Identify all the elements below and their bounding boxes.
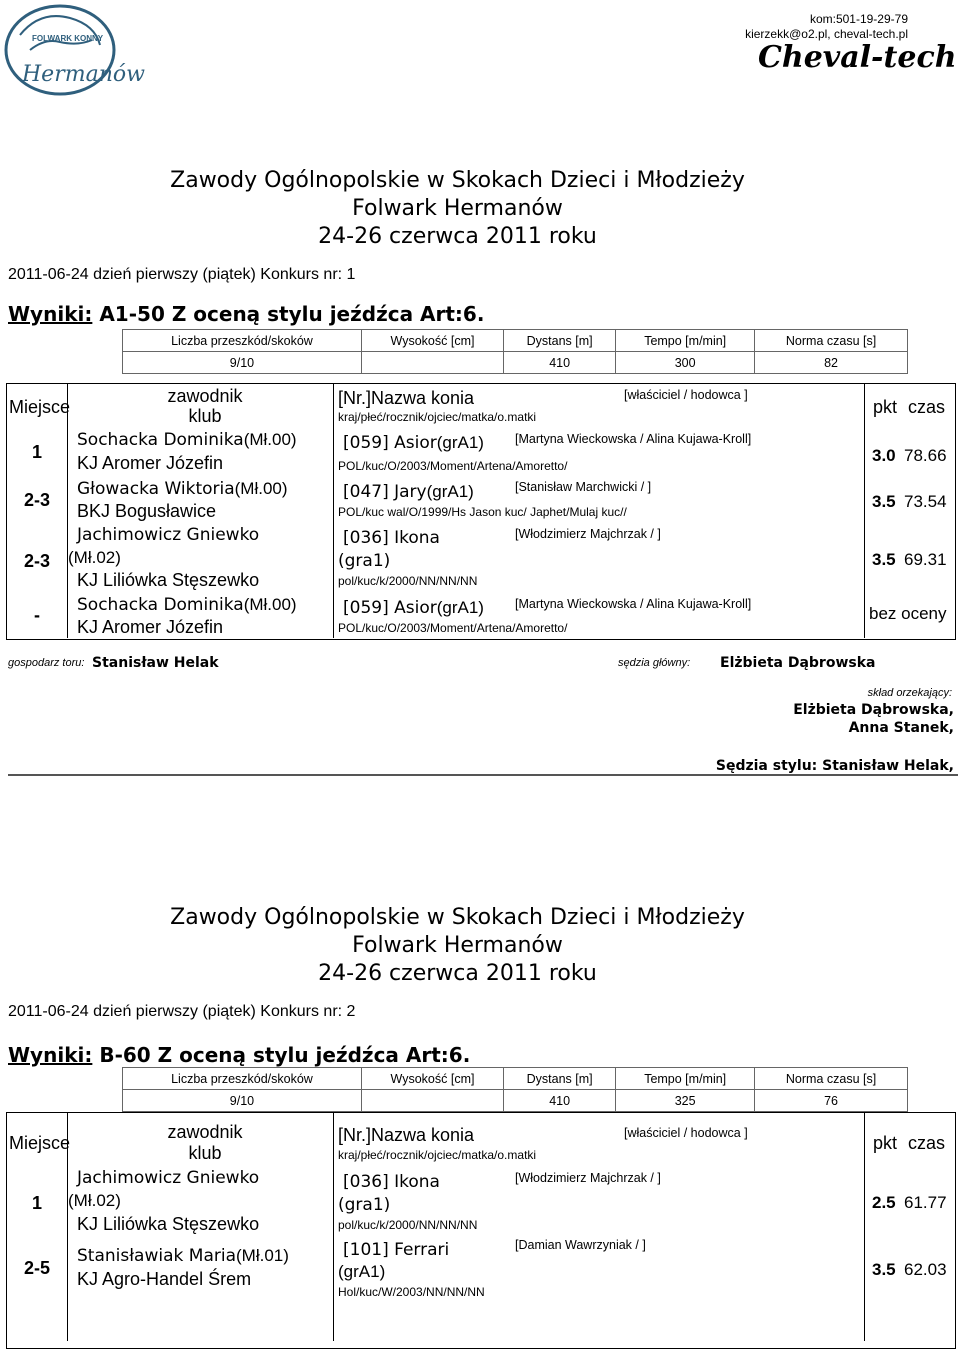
col-club: klub [188,406,222,426]
cheval-tech-logo: Cheval-tech [758,40,957,75]
style-judge: Sędzia stylu: Stanisław Helak, [715,758,954,774]
param-value: 76 [755,1090,908,1112]
row-horse-info: POL/kuc wal/O/1999/Hs Jason kuc/ Japhet/Mulaj kuc// [338,505,627,519]
col-club: klub [188,1143,222,1163]
logo-text-folwark: FOLWARK KONNY [32,34,104,43]
day-competition-line: 2011-06-24 dzień pierwszy (piątek) Konkurs nr: 1 [8,266,356,283]
competition-params-table [122,1067,908,1112]
logo-text-hermanow: Hermanów [22,62,145,87]
row-horse-info: pol/kuc/k/2000/NN/NN/NN [338,574,478,588]
row-club: KJ Liliówka Stęszewko [77,1214,260,1234]
col-owner: [właściciel / hodowca ] [624,1126,748,1140]
event-dates: 24-26 czerwca 2011 roku [318,224,597,249]
event-dates: 24-26 czerwca 2011 roku [318,961,597,986]
row-place: - [34,605,40,625]
results-heading [8,1043,470,1067]
col-czas: czas [908,1133,946,1153]
contact-email: kierzekk@o2.pl, cheval-tech.pl [745,27,908,41]
row-pkt: 2.5 [872,1193,896,1212]
horse-category: (grA1) [426,482,474,501]
event-title: Zawody Ogólnopolskie w Skokach Dzieci i Młodzieży [170,168,745,193]
horse-name: Ikona [394,1172,440,1192]
param-value: 410 [504,352,616,374]
row-horse [343,1172,440,1192]
results-label: Wyniki: [8,1043,93,1067]
row-horse [343,1240,449,1260]
results-title: A1-50 Z oceną stylu jeźdźca Art:6. [99,302,485,326]
row-horse-info: Hol/kuc/W/2003/NN/NN/NN [338,1285,485,1299]
col-place: Miejsce [9,397,71,417]
event-venue: Folwark Hermanów [352,933,563,958]
param-value: 9/10 [123,1090,362,1112]
param-value: 410 [504,1090,616,1112]
row-czas: bez oceny [869,604,947,623]
param-value: 82 [755,352,908,374]
param-header: Tempo [m/min] [616,330,755,352]
row-pkt: 3.5 [872,1260,896,1279]
row-owner: [Martyna Wieckowska / Alina Kujawa-Kroll] [515,597,752,611]
rider-category: (Mł.02) [68,1191,121,1210]
row-horse-info: POL/kuc/O/2003/Moment/Artena/Amoretto/ [338,459,568,473]
row-rider [77,1246,289,1266]
row-place: 2-5 [23,1258,50,1278]
row-place: 2-3 [23,490,50,510]
rider-name: Jachimowicz Gniewko [77,1168,260,1188]
rider-name: Sochacka Dominika [77,430,244,450]
param-header: Wysokość [cm] [361,1068,503,1090]
param-header: Norma czasu [s] [755,1068,908,1090]
horse-number: [059] [343,598,389,618]
param-header: Dystans [m] [504,1068,616,1090]
chief-judge-label: sędzia główny: [618,657,691,669]
param-header: Wysokość [cm] [361,330,503,352]
event-title: Zawody Ogólnopolskie w Skokach Dzieci i Młodzieży [170,905,745,930]
col-place: Miejsce [9,1133,71,1153]
horse-name: Ferrari [394,1240,450,1260]
row-pkt: 3.5 [872,492,896,511]
col-horse-sub: kraj/płeć/rocznik/ojciec/matka/o.matki [338,1148,537,1162]
row-czas: 61.77 [904,1193,947,1212]
horse-category: (grA1) [436,433,484,452]
contact-phone: kom:501-19-29-79 [809,12,908,26]
row-horse-info: POL/kuc/O/2003/Moment/Artena/Amoretto/ [338,621,568,635]
row-place: 2-3 [23,551,50,571]
folwark-hermanow-logo [0,0,145,100]
row-czas: 73.54 [904,492,947,511]
row-horse [343,528,440,548]
param-value [361,352,503,374]
row-horse [343,433,484,453]
row-czas: 62.03 [904,1260,947,1279]
param-header: Liczba przeszkód/skoków [123,330,362,352]
col-horse: [Nr.]Nazwa konia [338,1125,475,1145]
row-place: 1 [31,442,42,462]
row-owner: [Włodzimierz Majchrzak / ] [515,527,661,541]
section-divider [8,774,958,776]
col-owner: [właściciel / hodowca ] [624,388,748,402]
row-club: KJ Aromer Józefin [77,617,224,637]
param-header: Liczba przeszkód/skoków [123,1068,362,1090]
row-horse [343,482,474,502]
row-place: 1 [31,1193,42,1213]
col-rider: zawodnik [167,1122,243,1142]
horse-category: (grA1) [338,1262,386,1281]
rider-category: (Mł.00) [243,595,297,614]
param-value: 300 [616,352,755,374]
row-pkt: 3.0 [872,446,896,465]
row-owner: [Damian Wawrzyniak / ] [515,1238,646,1252]
course-builder-label: gospodarz toru: [8,657,85,669]
rider-category: (Mł.01) [236,1246,289,1265]
col-czas: czas [908,397,946,417]
horse-name: Asior [394,598,437,618]
row-owner: [Martyna Wieckowska / Alina Kujawa-Kroll] [515,432,752,446]
horse-number: [059] [343,433,389,453]
row-rider [77,595,297,615]
row-rider [77,430,297,450]
results-label: Wyniki: [8,302,93,326]
param-value [361,1090,503,1112]
rider-name: Stanisławiak Maria [77,1246,236,1266]
row-pkt: 3.5 [872,550,896,569]
col-pkt: pkt [873,1133,898,1153]
param-value: 325 [616,1090,755,1112]
col-horse-sub: kraj/płeć/rocznik/ojciec/matka/o.matki [338,410,537,424]
horse-category: (grA1) [436,598,484,617]
rider-name: Sochacka Dominika [77,595,244,615]
col-pkt: pkt [873,397,898,417]
results-title: B-60 Z oceną stylu jeźdźca Art:6. [99,1043,471,1067]
horse-number: [036] [343,528,389,548]
horse-number: [101] [343,1240,389,1260]
row-horse [343,598,484,618]
rider-name: Jachimowicz Gniewko [77,525,260,545]
row-czas: 78.66 [904,446,947,465]
day-competition-line: 2011-06-24 dzień pierwszy (piątek) Konkurs nr: 2 [8,1003,356,1020]
horse-number: [047] [343,482,389,502]
row-owner: [Stanisław Marchwicki / ] [515,480,652,494]
results-heading [8,302,484,326]
row-club: KJ Aromer Józefin [77,453,224,473]
horse-number: [036] [343,1172,389,1192]
row-horse-info: pol/kuc/k/2000/NN/NN/NN [338,1218,478,1232]
row-club: KJ Agro-Handel Śrem [77,1269,252,1289]
horse-name: Ikona [394,528,440,548]
jury-member-1: Elżbieta Dąbrowska, [793,702,954,718]
jury-member-2: Anna Stanek, [848,720,954,736]
course-builder: Stanisław Helak [92,655,219,671]
horse-name: Asior [394,433,437,453]
param-value: 9/10 [123,352,362,374]
param-header: Norma czasu [s] [755,330,908,352]
rider-category: (Mł.02) [68,548,121,567]
row-club: BKJ Bogusławice [77,501,217,521]
rider-name: Głowacka Wiktoria [77,479,235,499]
col-rider: zawodnik [167,386,243,406]
horse-category: (gra1) [338,551,391,571]
event-venue: Folwark Hermanów [352,196,563,221]
row-club: KJ Liliówka Stęszewko [77,570,260,590]
col-horse: [Nr.]Nazwa konia [338,388,475,408]
param-header: Dystans [m] [504,330,616,352]
row-czas: 69.31 [904,550,947,569]
horse-name: Jary [394,482,427,502]
chief-judge: Elżbieta Dąbrowska [720,655,876,671]
param-header: Tempo [m/min] [616,1068,755,1090]
row-rider [77,479,288,499]
horse-category: (gra1) [338,1195,391,1215]
rider-category: (Mł.00) [234,479,288,498]
competition-params-table [122,329,908,374]
rider-category: (Mł.00) [243,430,297,449]
jury-label: skład orzekający: [867,687,952,699]
row-owner: [Włodzimierz Majchrzak / ] [515,1171,661,1185]
